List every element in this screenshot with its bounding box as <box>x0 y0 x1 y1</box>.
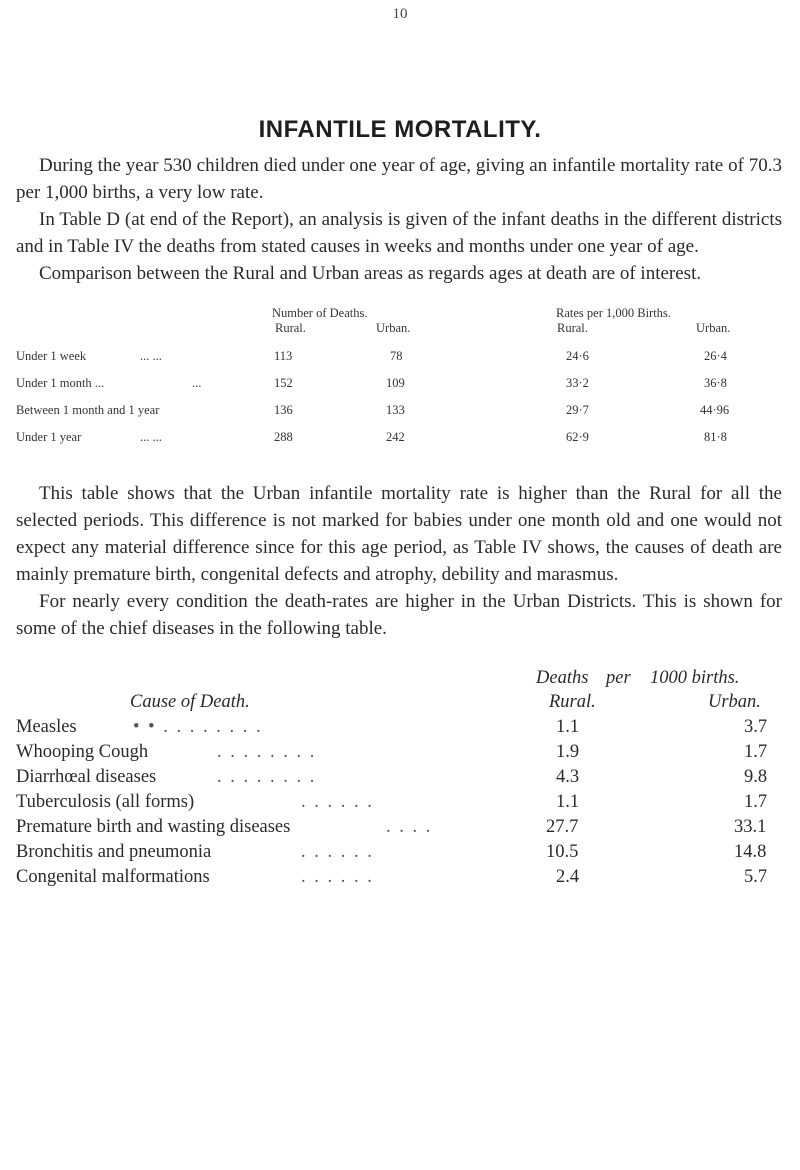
deaths-rural: 152 <box>274 376 293 390</box>
rate-rural: 1.1 <box>556 792 580 812</box>
deaths-urban: 133 <box>386 403 405 417</box>
deaths-urban: 78 <box>390 349 403 363</box>
page-title: INFANTILE MORTALITY. <box>258 116 542 143</box>
cause-label: Bronchitis and pneumonia <box>16 842 212 862</box>
rate-urban: 36·8 <box>704 376 727 390</box>
row-label: Under 1 year <box>16 430 82 444</box>
paragraph-table-discussion: This table shows that the Urban infantile mortality rate is higher than the Rural for all the selected periods. This difference is not marked for babies under one month old and one would not expect any material difference since for this age period, as Table IV shows, the causes of death are mainly premature birth, congenital defects and atrophy, debility and marasmus. <box>16 483 782 585</box>
paragraph-comparison: Comparison between the Rural and Urban areas as regards ages at death are of interest. <box>39 263 702 284</box>
header-urban: Urban. <box>708 692 761 712</box>
header-rates-per-1000: Rates per 1,000 Births. <box>556 306 671 320</box>
cause-leader-dots: . . . . . . <box>301 792 374 812</box>
row-leader-dots: ... <box>192 376 202 390</box>
cause-label: Congenital malformations <box>16 867 210 887</box>
rate-rural: 4.3 <box>556 767 580 787</box>
header-births <box>650 668 739 689</box>
row-leader-dots: ... ... <box>140 349 162 363</box>
rate-rural: 33·2 <box>566 376 589 390</box>
deaths-rural: 136 <box>274 403 293 417</box>
header-deaths: Deaths <box>536 668 589 688</box>
row-label: Under 1 month ... <box>16 376 105 390</box>
row-leader-dots: ... ... <box>140 430 162 444</box>
rate-urban: 33.1 <box>734 817 767 837</box>
rate-rural: 27.7 <box>546 817 579 837</box>
rate-urban: 1.7 <box>744 792 768 812</box>
paragraph-intro: During the year 530 children died under one year of age, giving an infantile mortality rate of 70.3 per 1,000 births, a very low rate. <box>16 155 782 203</box>
rate-urban: 5.7 <box>744 867 768 887</box>
deaths-rural: 113 <box>274 349 293 363</box>
deaths-rural: 288 <box>274 430 293 444</box>
paragraph-diseases-intro: For nearly every condition the death-rates are higher in the Urban Districts. This is shown for some of the chief diseases in the following table. <box>16 591 782 639</box>
rate-rural: 1.9 <box>556 742 580 762</box>
subheader-rates-rural: Rural. <box>557 321 588 335</box>
cause-leader-dots: • • . . . . . . . . <box>133 717 263 737</box>
header-number-of-deaths: Number of Deaths. <box>272 306 368 320</box>
rate-urban: 1.7 <box>744 742 768 762</box>
page-number: 10 <box>392 6 408 22</box>
rate-urban: 14.8 <box>734 842 767 862</box>
rate-urban: 26·4 <box>704 349 727 363</box>
rate-rural: 29·7 <box>566 403 589 417</box>
rate-urban: 3.7 <box>744 717 768 737</box>
cause-label: Diarrhœal diseases <box>16 767 157 787</box>
cause-leader-dots: . . . . <box>386 817 433 837</box>
cause-label: Tuberculosis (all forms) <box>16 792 195 812</box>
rate-rural: 62·9 <box>566 430 589 444</box>
cause-leader-dots: . . . . . . <box>301 867 374 887</box>
cause-leader-dots: . . . . . . . . <box>217 767 317 787</box>
cause-label: Measles <box>16 717 77 737</box>
deaths-urban: 242 <box>386 430 405 444</box>
cause-label: Premature birth and wasting diseases <box>16 817 291 837</box>
cause-leader-dots: . . . . . . . . <box>217 742 317 762</box>
header-births-number: 1000 births. <box>650 668 740 688</box>
deaths-urban: 109 <box>386 376 405 390</box>
row-label: Under 1 week <box>16 349 87 363</box>
paragraph-table-reference: In Table D (at end of the Report), an analysis is given of the infant deaths in the different districts and in Table IV the deaths from stated causes in weeks and months under one year of age. <box>16 209 782 257</box>
subheader-rates-urban: Urban. <box>696 321 731 335</box>
rate-rural: 1.1 <box>556 717 580 737</box>
row-label: Between 1 month and 1 year <box>16 403 160 417</box>
rate-rural: 2.4 <box>556 867 580 887</box>
rate-rural: 10.5 <box>546 842 579 862</box>
rate-urban: 44·96 <box>700 403 730 417</box>
header-rural: Rural. <box>549 692 596 712</box>
subheader-deaths-rural: Rural. <box>275 321 306 335</box>
cause-leader-dots: . . . . . . <box>301 842 374 862</box>
subheader-deaths-urban: Urban. <box>376 321 411 335</box>
rate-urban: 81·8 <box>704 430 727 444</box>
header-per: per <box>606 668 631 688</box>
rate-urban: 9.8 <box>744 767 768 787</box>
cause-label: Whooping Cough <box>16 742 149 762</box>
rate-rural: 24·6 <box>566 349 589 363</box>
header-cause-of-death: Cause of Death. <box>130 692 250 712</box>
